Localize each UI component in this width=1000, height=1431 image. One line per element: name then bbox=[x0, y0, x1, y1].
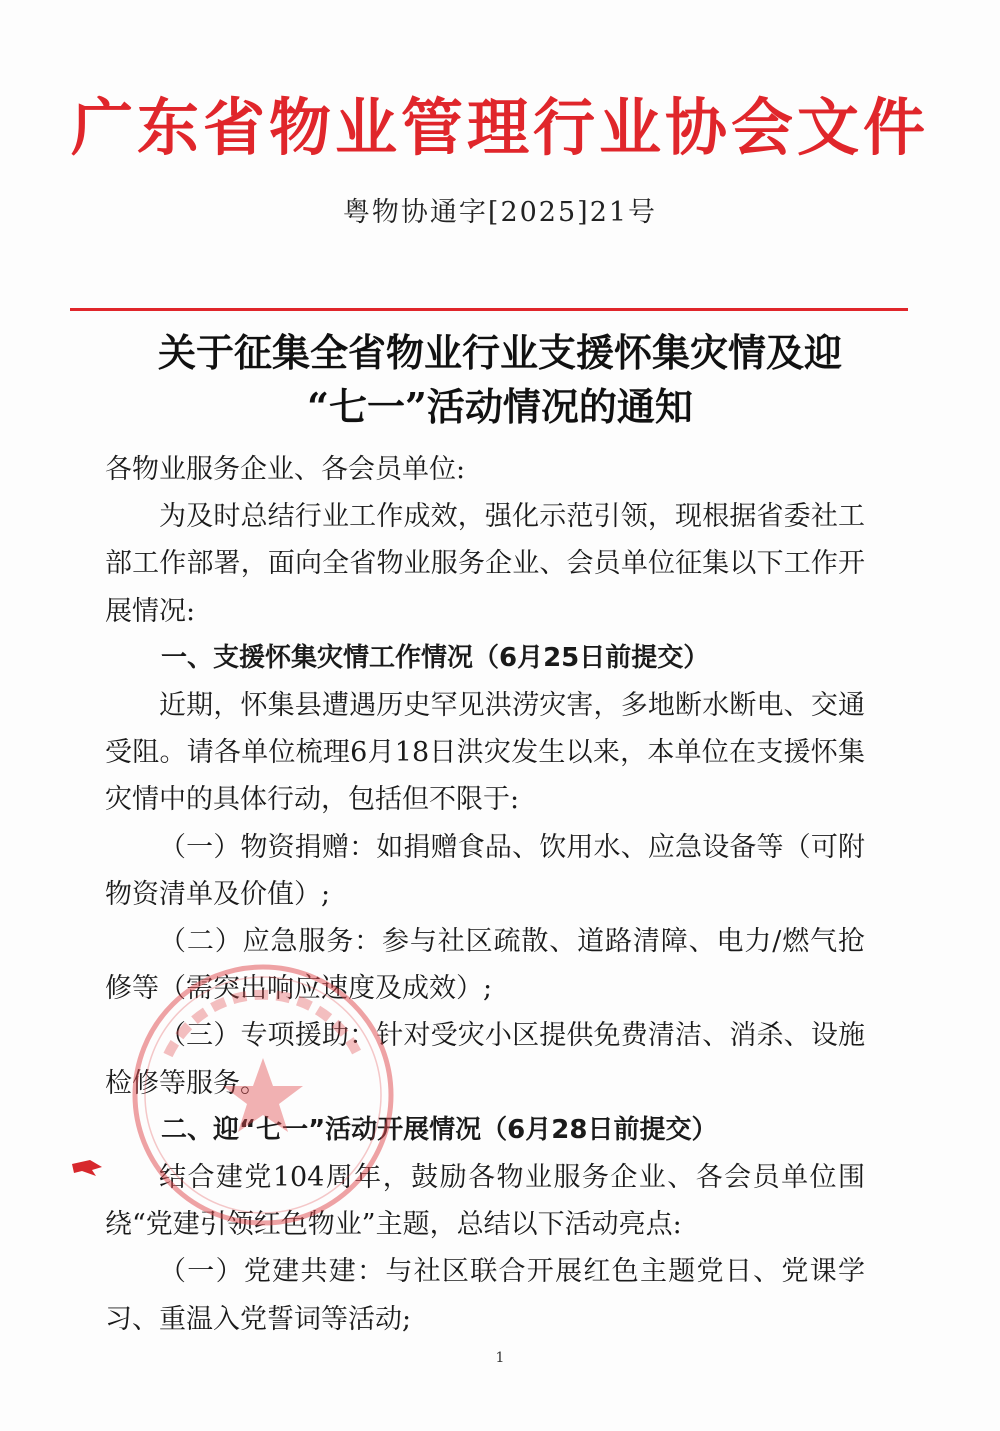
section-1-item-2: （二）应急服务：参与社区疏散、道路清障、电力/燃气抢修等（需突出响应速度及成效）; bbox=[105, 926, 865, 1005]
notice-title-line-2: “七一”活动情况的通知 bbox=[307, 384, 693, 429]
notice-title bbox=[60, 326, 940, 434]
page-number: 1 bbox=[495, 1350, 505, 1366]
intro-paragraph: 为及时总结行业工作成效，强化示范引领，现根据省委社工部工作部署，面向全省物业服务企业、会员单位征集以下工作开展情况: bbox=[105, 501, 865, 627]
salutation: 各物业服务企业、各会员单位: bbox=[105, 454, 466, 485]
section-1-paragraph: 近期，怀集县遭遇历史罕见洪涝灾害，多地断水断电、交通受阻。请各单位梳理6月18日洪灾发生以来，本单位在支援怀集灾情中的具体行动，包括但不限于: bbox=[105, 690, 865, 816]
section-2-item-1: （一）党建共建：与社区联合开展红色主题党日、党课学习、重温入党誓词等活动; bbox=[105, 1256, 865, 1335]
section-2-paragraph: 结合建党104周年，鼓励各物业服务企业、各会员单位围绕“党建引领红色物业”主题，总结以下活动亮点: bbox=[105, 1162, 865, 1241]
document-number: 粤物协通字[2025]21号 bbox=[342, 197, 658, 228]
notice-title-line-1: 关于征集全省物业行业支援怀集灾情及迎 bbox=[157, 330, 842, 375]
red-divider-line bbox=[70, 308, 908, 311]
document-masthead: 广东省物业管理行业协会文件 bbox=[70, 91, 929, 164]
section-1-item-1: （一）物资捐赠：如捐赠食品、饮用水、应急设备等（可附物资清单及价值）; bbox=[105, 831, 865, 910]
section-1-item-3: （三）专项援助：针对受灾小区提供免费清洁、消杀、设施检修等服务。 bbox=[105, 1020, 865, 1099]
section-2-heading: 二、迎“七一”活动开展情况（6月28日前提交） bbox=[161, 1114, 718, 1145]
ink-mark bbox=[70, 1158, 104, 1178]
section-1-heading: 一、支援怀集灾情工作情况（6月25日前提交） bbox=[161, 642, 710, 673]
notice-body bbox=[105, 446, 865, 1343]
